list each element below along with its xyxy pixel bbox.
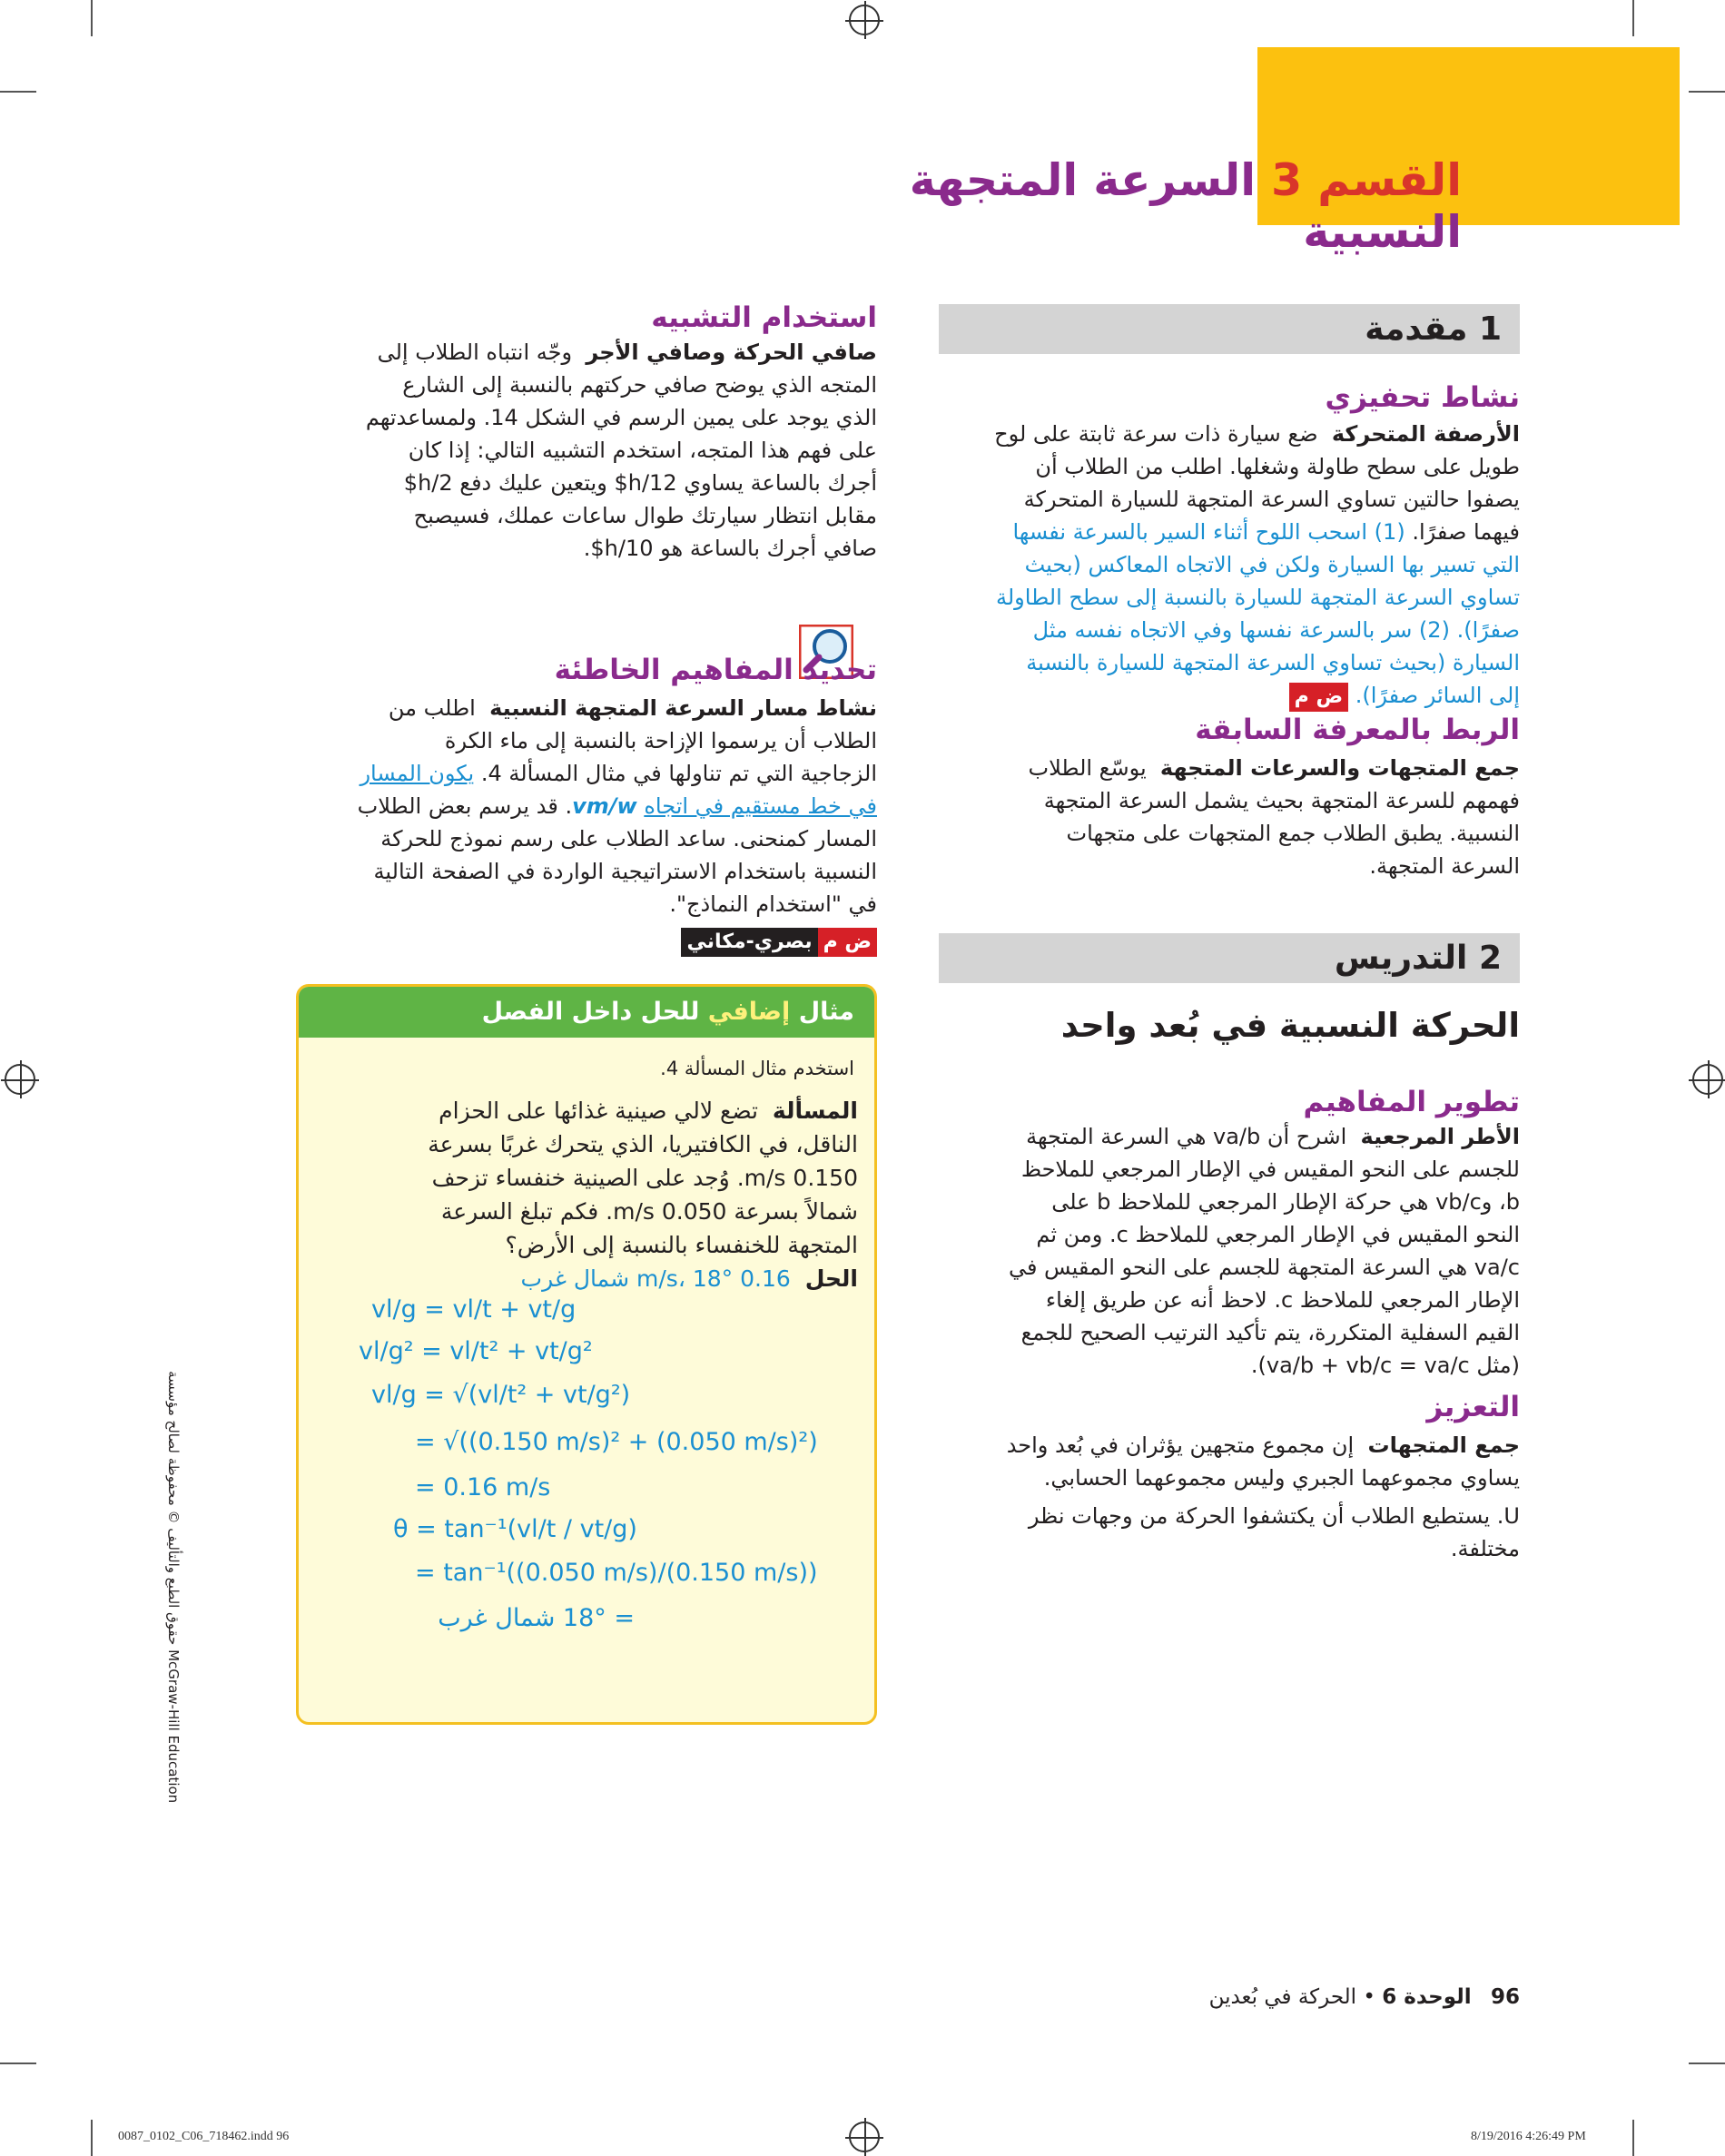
motivation-section [939,381,1520,712]
section-title-text: السرعة المتجهة النسبية [909,154,1462,258]
problem-label: المسألة [772,1098,858,1124]
motivation-heading: نشاط تحفيزي [1325,381,1520,414]
registration-mark-icon [849,2122,880,2152]
text-line: إن مجموع متجهين يؤثران في بُعد واحد [1006,1432,1355,1458]
misconception-body [296,692,877,957]
text-line: وجّه انتباه الطلاب إلى [377,340,573,365]
unit-label: الوحدة 6 [1382,1985,1472,2009]
text-line: السرعة المتجهة. [1369,853,1520,879]
text-line: على فهم هذا المتجه، استخدم التشبيه التالي: إذا كان [408,438,877,463]
text-line: تضع لالي صينية غذائها على الحزام [439,1098,758,1124]
text-line: صافي أجرك بالساعة هو 10/h$. [583,536,877,561]
concepts-heading: تطوير المفاهيم [1303,1086,1520,1118]
reinforce-body [939,1429,1520,1565]
text-line: U. يستطيع الطلاب أن يكتشفوا الحركة من وجهات نظر [1028,1503,1520,1529]
bullet: • [1363,1985,1375,2009]
text-line: (1) اسحب اللوح أثناء السير بالسرعة نفسها [1012,519,1405,545]
text-line: المتجه الذي يوضح صافي حركتهم بالنسبة إلى الشارع [402,372,877,398]
crop-mark [91,0,93,36]
teach-bar: 2 التدريس [939,933,1520,983]
text-line: الناقل، في الكافتيريا، الذي يتحرك غربًا بسرعة [428,1131,858,1157]
text-line: التي تسير بها السيارة ولكن في الاتجاه المعاكس (بحيث [1024,552,1520,577]
prior-body [939,752,1520,882]
unit-title: الحركة في بُعدين [1208,1985,1357,2009]
text-line: مقابل انتظار سيارتك طوال ساعات عملك، فسيصبح [413,503,877,528]
text-line: النسبية باستخدام الاستراتيجية الواردة في الصفحة التالية [373,859,877,884]
reinforce-heading: التعزيز [1426,1391,1520,1423]
equation: θ = tan⁻¹(vl/t / vt/g) [393,1515,637,1543]
text-line: الإطار المرجعي للملاحظ c. لاحظ أنه عن طريق إلغاء [1045,1287,1520,1313]
crop-mark [1632,0,1634,36]
text-line: b، وvb/c هي حركة الإطار المرجعي للملاحظ b على [1051,1189,1520,1215]
analogy-section [296,301,877,565]
text-line: في "استخدام النماذج". [669,891,877,917]
equation: vl/g = √(vl/t² + vt/g²) [371,1381,631,1409]
text-line: الطلاب أن يرسموا الإزاحة بالنسبة إلى ماء الكرة [444,728,877,753]
example-problem [350,1094,858,1295]
motivation-lead: الأرصفة المتحركة [1331,421,1520,447]
reinforce-section [939,1391,1520,1565]
solution-label: الحل [804,1265,858,1292]
text-line: تساوي السرعة المتجهة للسيارة بالنسبة إلى سطح الطاولة [996,585,1520,610]
text-line: للجسم على النحو المقيس في الإطار المرجعي للملاحظ [1020,1157,1520,1182]
text-line: اطلب من [388,695,476,721]
differentiation-tag: ض م [1289,683,1348,712]
differentiation-tag: ض م [818,928,877,957]
page-number: 96 [1490,1985,1520,2009]
print-timestamp: 8/19/2016 4:26:49 PM [1471,2130,1586,2143]
example-box [296,984,877,1725]
text-line: الذي يوجد على يمين الرسم في الشكل 14. ولمساعدتهم [365,405,877,430]
text-line: فهمهم للسرعة المتجهة بحيث يشمل السرعة المتجهة [1043,788,1520,813]
reinforce-lead: جمع المتجهات [1367,1432,1520,1458]
registration-mark-icon [5,1064,35,1095]
crop-mark [91,2120,93,2156]
subheading: الحركة النسبية في بُعد واحد [1060,1006,1520,1045]
crop-mark [0,91,36,93]
equation: = √((0.150 m/s)² + (0.050 m/s)²) [415,1428,818,1456]
text-line: يصفوا حالتين تساوي السرعة المتجهة للسيارة المتحركة [1023,487,1520,512]
text-line: الزجاجية التي تم تناولها في مثال المسألة 4. [480,761,877,786]
text-line: النحو المقيس في الإطار المرجعي للملاحظ c. ومن ثم [1036,1222,1520,1247]
page-footer [939,1985,1520,2009]
side-credit: حقوق الطبع والتأليف © محفوظة لصالح مؤسسة McGraw-Hill Education [165,1371,182,1804]
text-line: يوسّع الطلاب [1028,755,1147,781]
equation: = tan⁻¹((0.050 m/s)/(0.150 m/s)) [415,1559,818,1587]
crop-mark [0,2062,36,2064]
concepts-section [939,1086,1520,1382]
text-line: اشرح أن va/b هي السرعة المتجهة [1026,1124,1347,1149]
text-line: في خط مستقيم في اتجاه [644,793,877,819]
prior-lead: جمع المتجهات والسرعات المتجهة [1159,755,1520,781]
registration-mark-icon [1692,1064,1723,1095]
text-line: ضع سيارة ذات سرعة ثابتة على لوح [994,421,1318,447]
text-line: النسبية. يطبق الطلاب جمع المتجهات على متجهات [1066,821,1520,846]
example-header [299,987,874,1038]
text-line: 0.150 m/s. وُجد على الصينية خنفساء تزحف [431,1165,858,1191]
crop-mark [1689,2062,1725,2064]
section-number: 3 [1271,154,1303,206]
misconception-lead: نشاط مسار السرعة المتجهة النسبية [489,695,877,721]
analogy-heading: استخدام التشبيه [651,301,877,334]
text-line: المتجهة للخنفساء بالنسبة إلى الأرض؟ [505,1232,858,1258]
section-label: القسم [1317,154,1462,206]
misconception-heading: تحديد المفاهيم الخاطئة [554,654,877,686]
concepts-lead: الأطر المرجعية [1360,1124,1520,1149]
motivation-body [939,418,1520,712]
text-line: (مثل va/b + vb/c = va/c). [1250,1353,1520,1378]
text-line: طويل على سطح طاولة وشغلها. اطلب من الطلاب أن [1035,454,1520,479]
text-line: صفرًا). (2) سر بالسرعة نفسها وفي الاتجاه نفسه مثل [1032,617,1520,643]
crop-mark [1632,2120,1634,2156]
equation: = 0.16 m/s [415,1473,551,1501]
analogy-lead: صافي الحركة وصافي الأجر [586,340,877,365]
text-line: va/c هي السرعة المتجهة للجسم على النحو المقيس في [1008,1255,1520,1280]
equation: vl/g = vl/t + vt/g [371,1295,577,1324]
concepts-body [939,1120,1520,1382]
text-line: . قد يرسم بعض الطلاب [357,793,573,819]
equation: vl/g² = vl/t² + vt/g² [359,1337,593,1365]
equation: = 18° شمال غرب [438,1604,635,1632]
example-heading-part: للحل داخل الفصل [481,998,700,1026]
section-title [744,154,1462,258]
example-heading-part: إضافي [707,998,791,1026]
text-line: يكون المسار [360,761,475,786]
text-line: السيارة (بحيث تساوي السرعة المتجهة للسيارة بالنسبة [1026,650,1520,675]
text-line: القيم السفلية المتكررة، يتم تأكيد الترتيب الصحيح للجمع [1020,1320,1520,1345]
analogy-body [296,336,877,565]
crop-mark [1689,91,1725,93]
vector-symbol: vm/w [572,793,637,819]
intro-bar: 1 مقدمة [939,304,1520,354]
text-line: إلى السائر صفرًا). [1355,683,1520,708]
text-line: يساوي مجموعهما الجبري وليس مجموعهما الحسابي. [1043,1465,1520,1491]
registration-mark-icon [849,5,880,35]
solution-value: 0.16 m/s، 18° شمال غرب [520,1265,791,1292]
text-line: أجرك بالساعة يساوي 12/h$ ويتعين عليك دفع 2/h$ [403,470,877,496]
text-line: مختلفة. [1450,1536,1520,1561]
file-name: 0087_0102_C06_718462.indd 96 [118,2130,290,2143]
prior-knowledge-section [939,714,1520,882]
example-heading-part: مثال [798,998,854,1026]
text-line: فيهما صفرًا. [1412,519,1520,545]
text-line: شمالاً بسرعة 0.050 m/s. فكم تبلغ السرعة [440,1198,858,1225]
learning-style-tag: بصري-مكاني [681,928,817,957]
misconception-section [296,654,877,957]
text-line: المسار كمنحنى. ساعد الطلاب على رسم نموذج للحركة [380,826,877,852]
example-intro: استخدم مثال المسألة 4. [660,1058,854,1079]
prior-heading: الربط بالمعرفة السابقة [1195,714,1520,746]
